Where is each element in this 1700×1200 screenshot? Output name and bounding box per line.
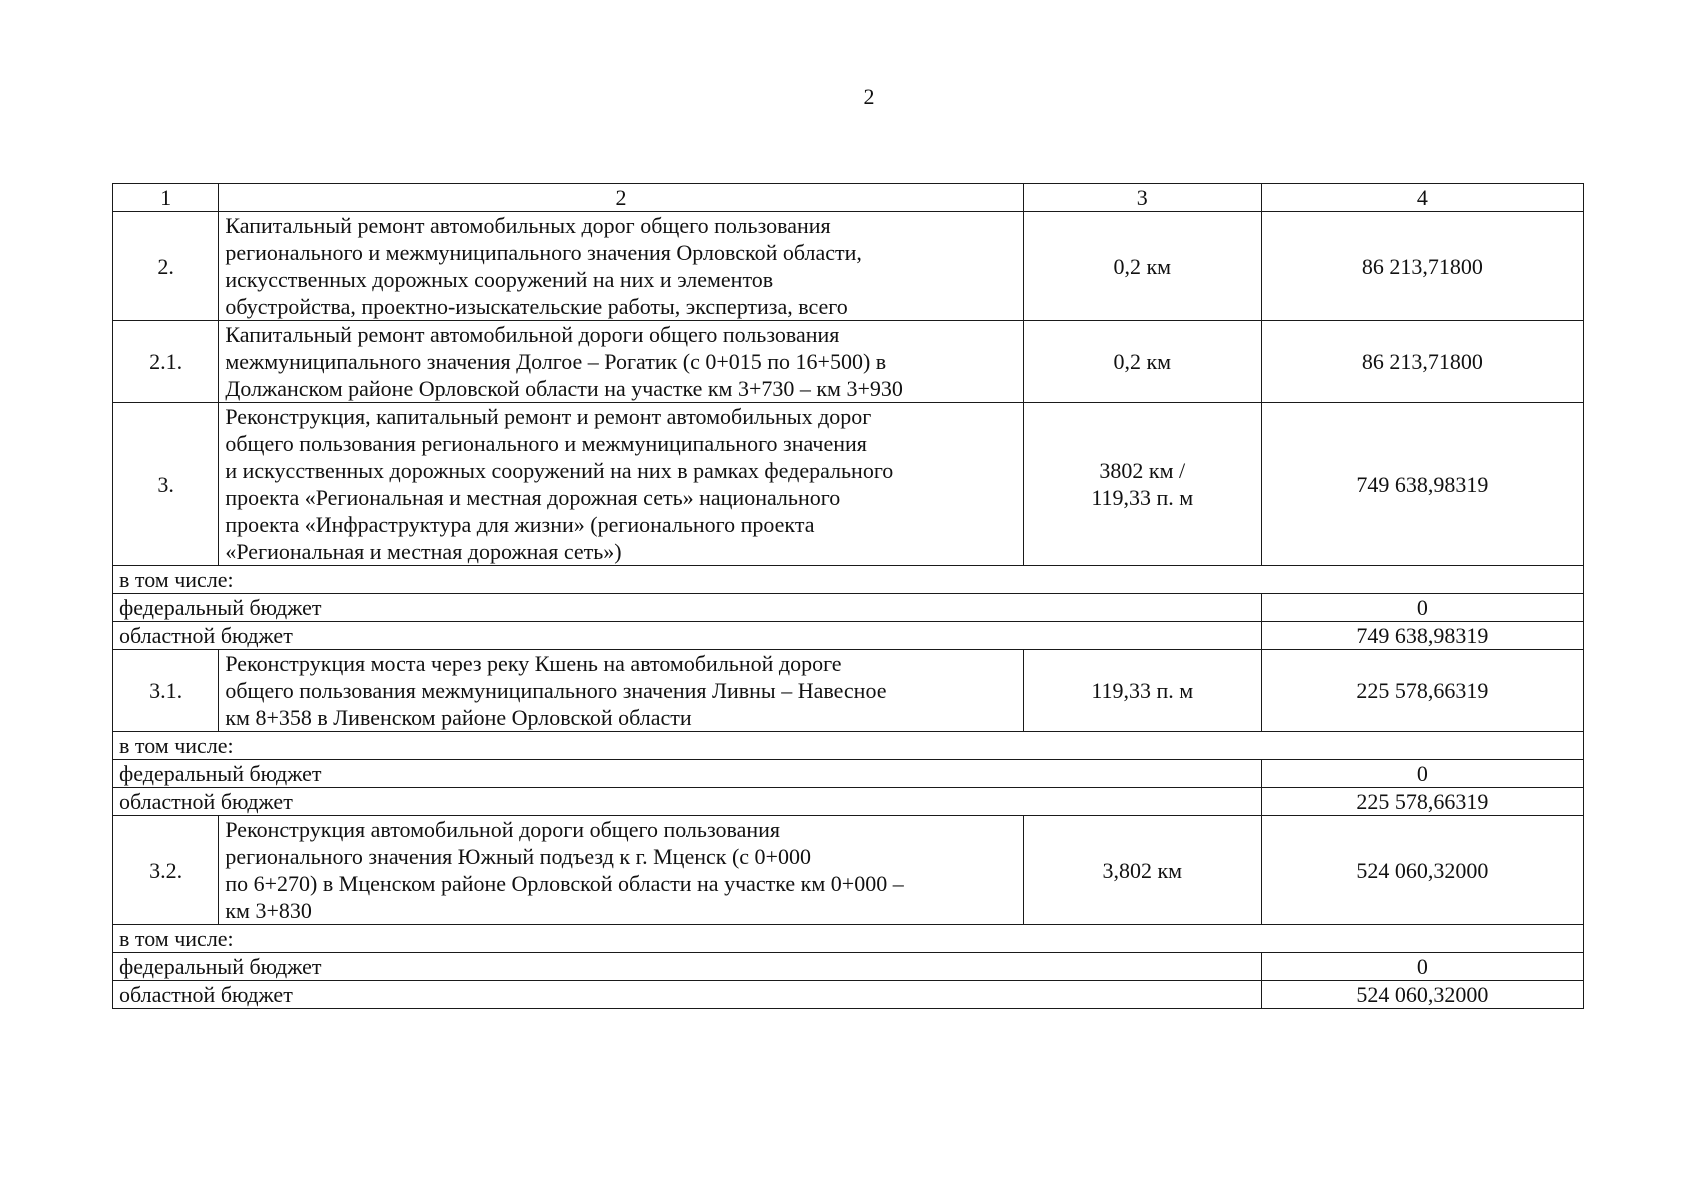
quantity-line: 119,33 п. м bbox=[1091, 485, 1194, 510]
regional-budget-label: областной бюджет bbox=[113, 788, 1262, 816]
row-description bbox=[219, 816, 1023, 925]
breakdown-label: в том числе: bbox=[113, 925, 1584, 953]
description-line: Реконструкция, капитальный ремонт и ремонт автомобильных дорог bbox=[225, 404, 872, 429]
federal-budget-value: 0 bbox=[1261, 594, 1583, 622]
description-line: «Региональная и местная дорожная сеть») bbox=[225, 539, 622, 564]
row-number: 3. bbox=[113, 403, 219, 566]
description-line: Реконструкция моста через реку Кшень на автомобильной дороге bbox=[225, 651, 842, 676]
federal-budget-label: федеральный бюджет bbox=[113, 760, 1262, 788]
regional-budget-value: 749 638,98319 bbox=[1261, 622, 1583, 650]
description-line: км 3+830 bbox=[225, 898, 312, 923]
row-number: 3.2. bbox=[113, 816, 219, 925]
quantity-line: 0,2 км bbox=[1113, 253, 1172, 279]
table-row bbox=[113, 321, 1584, 403]
row-number: 2.1. bbox=[113, 321, 219, 403]
regional-budget-row bbox=[113, 981, 1584, 1009]
description-line: регионального и межмуниципального значения Орловской области, bbox=[225, 240, 862, 265]
federal-budget-row bbox=[113, 594, 1584, 622]
row-description bbox=[219, 650, 1023, 732]
federal-budget-label: федеральный бюджет bbox=[113, 953, 1262, 981]
header-col-3: 3 bbox=[1023, 184, 1261, 212]
description-line: общего пользования регионального и межмуниципального значения bbox=[225, 431, 867, 456]
federal-budget-value: 0 bbox=[1261, 953, 1583, 981]
header-col-4: 4 bbox=[1261, 184, 1583, 212]
description-line: общего пользования межмуниципального значения Ливны – Навесное bbox=[225, 678, 887, 703]
row-amount: 749 638,98319 bbox=[1261, 403, 1583, 566]
breakdown-label-row bbox=[113, 732, 1584, 760]
regional-budget-label: областной бюджет bbox=[113, 622, 1262, 650]
regional-budget-row bbox=[113, 622, 1584, 650]
row-description bbox=[219, 403, 1023, 566]
page-number: 2 bbox=[863, 84, 875, 109]
table-row bbox=[113, 816, 1584, 925]
row-number: 2. bbox=[113, 212, 219, 321]
breakdown-label-row bbox=[113, 925, 1584, 953]
table-row bbox=[113, 650, 1584, 732]
description-line: Капитальный ремонт автомобильной дороги общего пользования bbox=[225, 322, 840, 347]
description-line: проекта «Региональная и местная дорожная сеть» национального bbox=[225, 485, 841, 510]
row-quantity bbox=[1023, 816, 1261, 925]
header-col-2: 2 bbox=[219, 184, 1023, 212]
regional-budget-value: 225 578,66319 bbox=[1261, 788, 1583, 816]
description-line: Должанском районе Орловской области на участке км 3+730 – км 3+930 bbox=[225, 376, 903, 401]
description-line: км 8+358 в Ливенском районе Орловской области bbox=[225, 705, 692, 730]
header-row bbox=[113, 184, 1584, 212]
row-quantity bbox=[1023, 212, 1261, 321]
regional-budget-value: 524 060,32000 bbox=[1261, 981, 1583, 1009]
row-number: 3.1. bbox=[113, 650, 219, 732]
regional-budget-row bbox=[113, 788, 1584, 816]
regional-budget-label: областной бюджет bbox=[113, 981, 1262, 1009]
federal-budget-row bbox=[113, 760, 1584, 788]
table-row bbox=[113, 403, 1584, 566]
description-line: межмуниципального значения Долгое – Рогатик (с 0+015 по 16+500) в bbox=[225, 349, 887, 374]
row-amount: 225 578,66319 bbox=[1261, 650, 1583, 732]
row-description bbox=[219, 212, 1023, 321]
row-quantity bbox=[1023, 650, 1261, 732]
quantity-line: 3802 км / bbox=[1099, 458, 1186, 483]
description-line: искусственных дорожных сооружений на них и элементов bbox=[225, 267, 774, 292]
description-line: по 6+270) в Мценском районе Орловской области на участке км 0+000 – bbox=[225, 871, 904, 896]
quantity-line: 119,33 п. м bbox=[1091, 678, 1194, 703]
row-amount: 86 213,71800 bbox=[1261, 212, 1583, 321]
budget-table bbox=[112, 183, 1584, 1009]
description-line: регионального значения Южный подъезд к г. Мценск (с 0+000 bbox=[225, 844, 811, 869]
breakdown-label-row bbox=[113, 566, 1584, 594]
federal-budget-label: федеральный бюджет bbox=[113, 594, 1262, 622]
breakdown-label: в том числе: bbox=[113, 566, 1584, 594]
row-quantity bbox=[1023, 321, 1261, 403]
description-line: Реконструкция автомобильной дороги общего пользования bbox=[225, 817, 781, 842]
row-quantity bbox=[1023, 403, 1261, 566]
quantity-line: 0,2 км bbox=[1113, 349, 1172, 374]
description-line: проекта «Инфраструктура для жизни» (регионального проекта bbox=[225, 512, 815, 537]
row-description bbox=[219, 321, 1023, 403]
federal-budget-row bbox=[113, 953, 1584, 981]
federal-budget-value: 0 bbox=[1261, 760, 1583, 788]
row-amount: 86 213,71800 bbox=[1261, 321, 1583, 403]
header-col-1: 1 bbox=[113, 184, 219, 212]
quantity-line: 3,802 км bbox=[1102, 857, 1183, 883]
table-row bbox=[113, 212, 1584, 321]
row-amount: 524 060,32000 bbox=[1261, 816, 1583, 925]
description-line: Капитальный ремонт автомобильных дорог общего пользования bbox=[225, 213, 831, 238]
description-line: обустройства, проектно-изыскательские работы, экспертиза, всего bbox=[225, 294, 848, 319]
breakdown-label: в том числе: bbox=[113, 732, 1584, 760]
table-body bbox=[113, 184, 1584, 1009]
description-line: и искусственных дорожных сооружений на них в рамках федерального bbox=[225, 458, 894, 483]
